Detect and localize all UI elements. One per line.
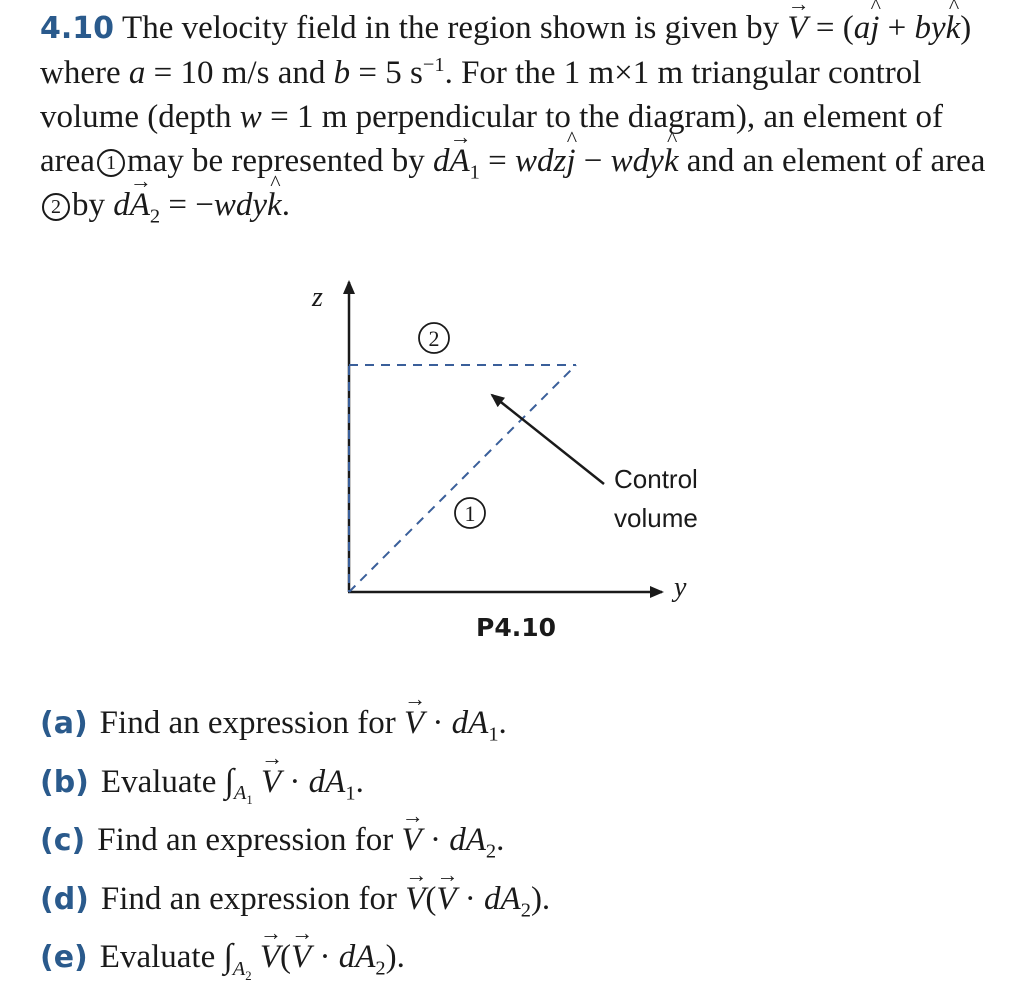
dA2-equation: $d\to A_2$ = −wdy^ k.	[113, 187, 290, 223]
problem-number: 4.10	[40, 11, 115, 46]
problem-text-6: may be represented by	[126, 143, 425, 179]
problem-text-5: perpendicular to the diagram), an element of area	[40, 99, 943, 179]
part-d-expression: → $V(\to V \cdot dA_2)$.	[405, 881, 550, 917]
problem-text-7: and an element of area	[686, 143, 986, 179]
area2-mark: 2	[42, 193, 70, 221]
part-e-label: (e)	[40, 940, 88, 975]
part-b-expression: $\int_{A_1} \to V \cdot dA_1$.	[225, 764, 364, 800]
part-a-text: Find an expression for	[99, 705, 396, 741]
problem-statement: 4.10 The velocity field in the region shown is given by → V = (a^ j + by^ k) where a = 10 m/s and b = 5 $s^{-1}$. For the 1 m×1 m triangular control volume (depth w = 1 m perpendicular to the diagram), an element of area 1 may be represented by $d\to A_1$ = wdz^ j − wdy^ k and an element of area2 by $d\to A_2$ = −wdy^ k.	[40, 6, 1005, 227]
problem-text-4: . For the 1 m×1 m triangular control volume (depth	[40, 55, 922, 135]
part-a	[40, 694, 1000, 753]
area1-diagonal-edge	[349, 365, 576, 592]
figure-caption: P4.10	[476, 613, 557, 642]
area1-mark: 1	[97, 149, 125, 177]
part-b-text: Evaluate	[100, 763, 217, 800]
area1-figure-label: 1	[464, 501, 476, 526]
part-c-label: (c)	[40, 823, 86, 858]
part-a-expression: → $V \cdot dA_1$.	[404, 705, 507, 741]
y-axis-label: y	[674, 572, 687, 603]
problem-text-2: where	[40, 55, 121, 91]
a-value: 10 m/s	[180, 55, 270, 91]
z-axis-label: z	[312, 282, 323, 313]
question-parts	[40, 694, 1000, 987]
b-value: 5 s	[385, 55, 423, 91]
part-d-label: (d)	[40, 881, 89, 917]
dA1-equation: $d\to A_1$ = wdz^ j − wdy^ k	[433, 143, 679, 179]
part-a-label: (a)	[40, 706, 88, 741]
problem-text-3: and	[277, 55, 326, 91]
w-value: 1 m	[296, 99, 348, 135]
problem-text-1: The velocity field in the region shown is given by	[122, 10, 780, 46]
part-d-text: Find an expression for	[100, 880, 397, 917]
part-c-expression: → $V \cdot dA_2$.	[402, 822, 505, 858]
velocity-equation: → V = (a^ j + by^ k)	[787, 10, 971, 46]
b-exponent: −1	[422, 54, 445, 76]
part-b-label: (b)	[40, 764, 89, 800]
part-e	[40, 928, 1000, 987]
area2-figure-label: 2	[428, 326, 440, 351]
part-e-expression: $\int_{A_2} \to V(\to V \cdot dA_2)$.	[223, 939, 404, 975]
control-volume-label-1: Control	[614, 464, 698, 494]
part-b	[40, 753, 1000, 812]
control-volume-pointer	[492, 395, 604, 484]
part-c-text: Find an expression for	[97, 822, 394, 858]
part-e-text: Evaluate	[99, 939, 216, 975]
problem-text-8: by	[72, 187, 105, 223]
part-d	[40, 870, 1000, 929]
control-volume-label-2: volume	[614, 503, 698, 533]
part-c	[40, 811, 1000, 870]
